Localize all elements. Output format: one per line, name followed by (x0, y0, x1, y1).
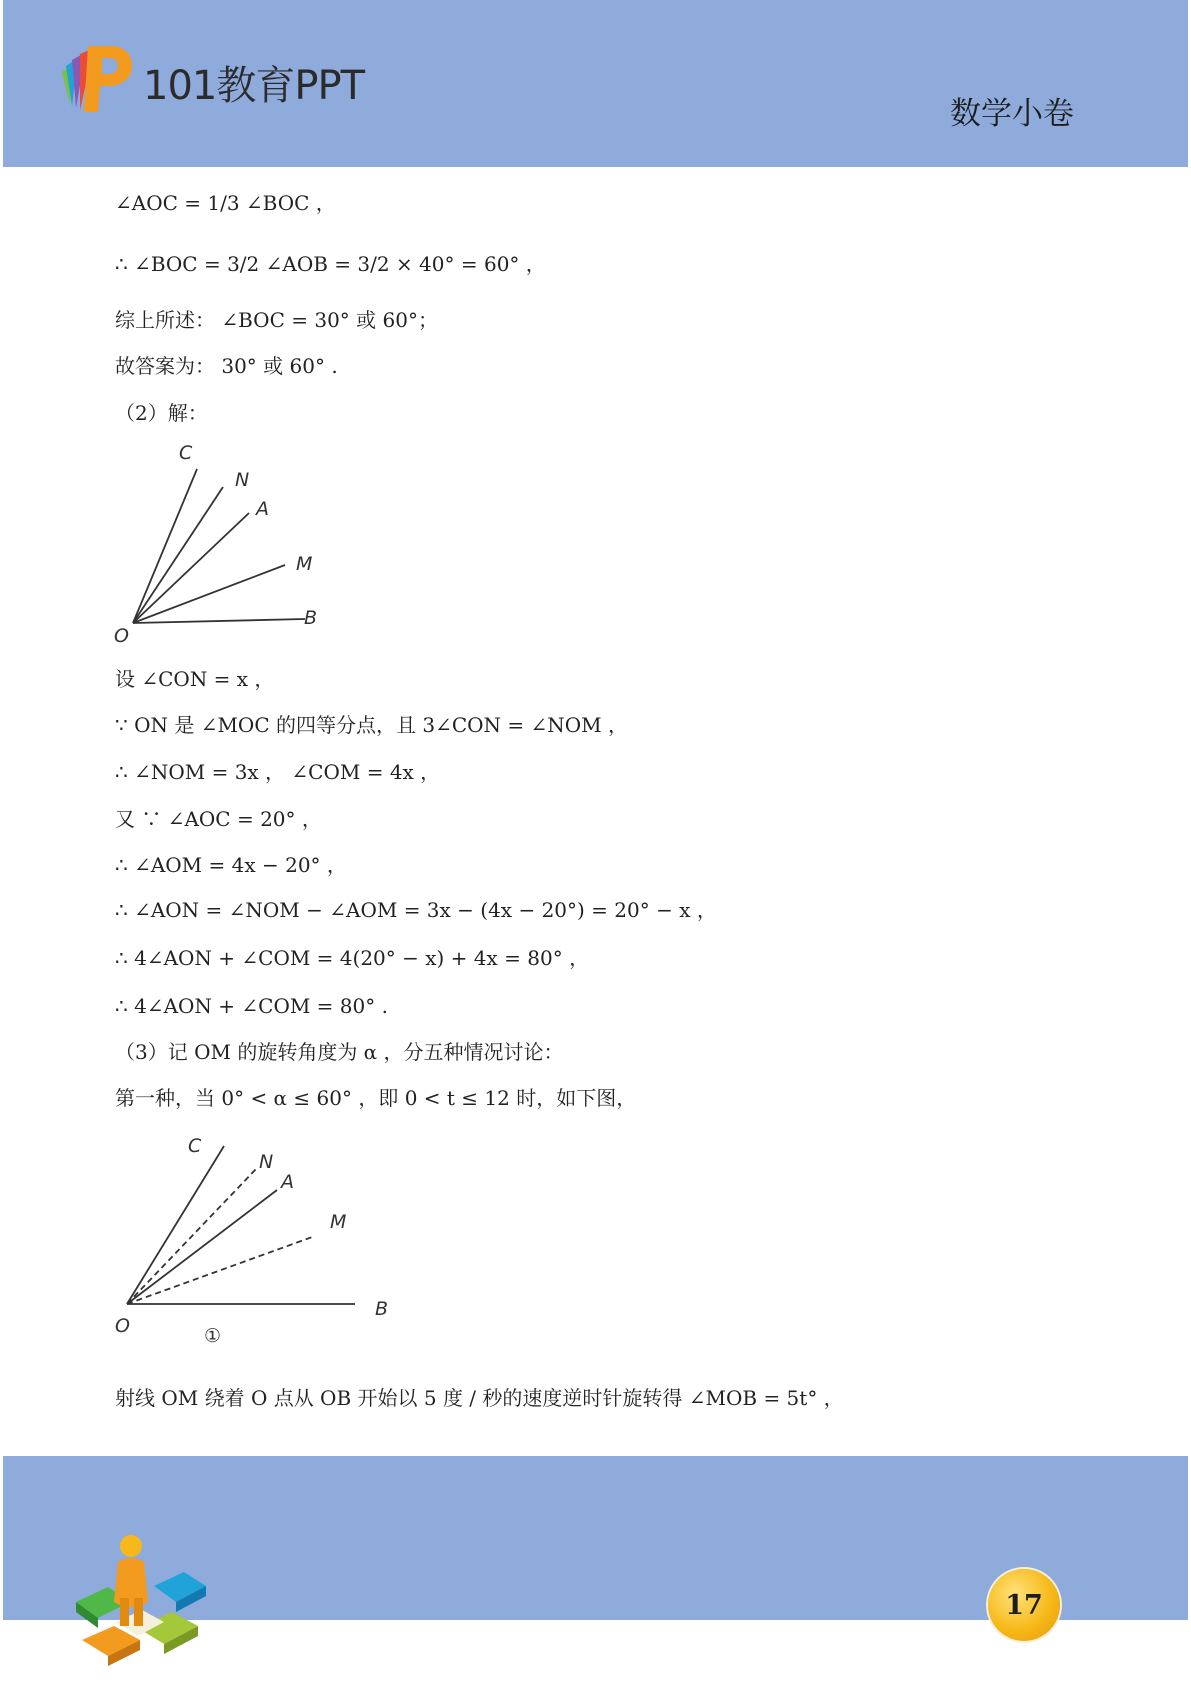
solution-line: ∵ ON 是 ∠MOC 的四等分点，且 3∠CON = ∠NOM ， (115, 713, 628, 737)
label-c: C (188, 1135, 202, 1157)
label-m: M (330, 1211, 347, 1233)
label-o: O (114, 625, 129, 647)
brand-name: 101教育PPT (143, 63, 365, 109)
label-a: A (256, 498, 269, 520)
ray-oc (127, 1146, 224, 1304)
solution-line: 设 ∠CON = x ， (115, 667, 275, 691)
figure-rotation-case1 (105, 1128, 405, 1358)
mascot-icon (68, 1532, 218, 1672)
solution-line: 综上所述： ∠BOC = 30° 或 60°； (115, 308, 438, 332)
solution-line: 又 ∵ ∠AOC = 20° ， (115, 807, 322, 831)
ray-oa (133, 513, 249, 623)
solution-line: ∠AOC = 1/3 ∠BOC ， (115, 191, 336, 215)
case-number: ① (204, 1325, 222, 1347)
label-c: C (179, 442, 193, 464)
solution-line: ∴ 4∠AON + ∠COM = 4(20° − x) + 4x = 80° ， (115, 946, 590, 970)
logo-icon (58, 42, 136, 114)
solution-line: （2）解： (115, 401, 208, 425)
figure-angles (105, 435, 335, 650)
page-number-badge: 17 (988, 1569, 1060, 1641)
solution-line: ∴ ∠NOM = 3x ， ∠COM = 4x ， (115, 760, 441, 784)
header-title: 数学小卷 (950, 96, 1074, 132)
ray-on (127, 1168, 257, 1304)
ray-ob (133, 619, 305, 623)
solution-line: 第一种，当 0° < α ≤ 60° ，即 0 < t ≤ 12 时，如下图， (115, 1086, 637, 1110)
label-n: N (259, 1151, 274, 1173)
ray-oc (133, 469, 197, 623)
solution-line: 故答案为： 30° 或 60° . (115, 354, 338, 378)
label-a: A (281, 1171, 294, 1193)
solution-line: 射线 OM 绕着 O 点从 OB 开始以 5 度 / 秒的速度逆时针旋转得 ∠MOB = 5t° ， (115, 1386, 844, 1410)
label-n: N (235, 469, 250, 491)
solution-line: ∴ ∠AON = ∠NOM − ∠AOM = 3x − (4x − 20°) = 20° − x ， (115, 898, 717, 922)
solution-line: ∴ ∠BOC = 3/2 ∠AOB = 3/2 × 40° = 60° ， (115, 252, 546, 276)
label-b: B (304, 607, 318, 629)
ray-om (133, 565, 285, 623)
ray-on (133, 487, 223, 623)
label-o: O (115, 1315, 130, 1337)
solution-line: （3）记 OM 的旋转角度为 α ，分五种情况讨论： (115, 1040, 564, 1064)
solution-line: ∴ 4∠AON + ∠COM = 80° . (115, 994, 388, 1018)
ray-om (127, 1236, 315, 1304)
ray-oa (127, 1190, 277, 1304)
solution-line: ∴ ∠AOM = 4x − 20° ， (115, 853, 347, 877)
label-b: B (375, 1298, 389, 1320)
label-m: M (296, 553, 313, 575)
